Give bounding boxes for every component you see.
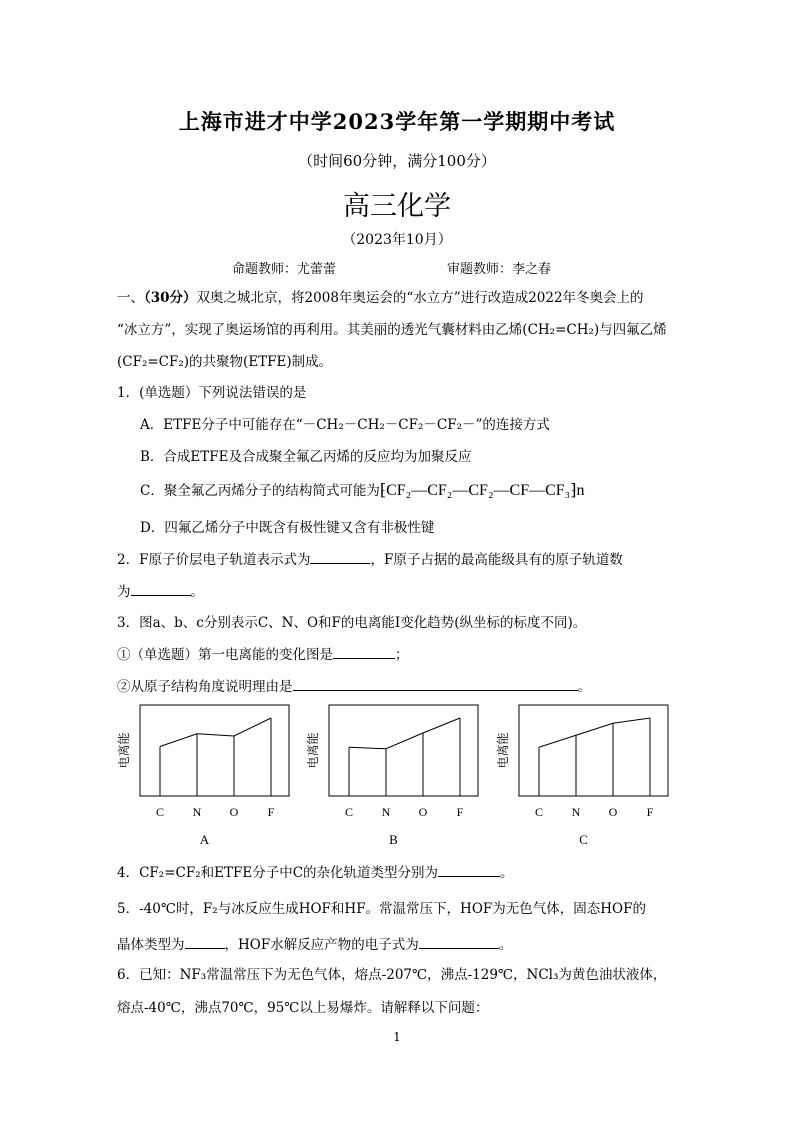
- q3-blank2[interactable]: [293, 676, 578, 691]
- chart-a-tick-O: O: [229, 805, 239, 819]
- q1-option-c: C．聚全氟乙丙烯分子的结构简式可能为⁅CF₂—CF₂—CF₂—CF—CF₃⁆n: [140, 482, 585, 499]
- q1-stem: 1．(单选题）下列说法错误的是: [117, 385, 307, 401]
- chart-c-trend-line: [539, 718, 650, 747]
- chart-b-tick-N: N: [381, 805, 391, 819]
- q6-line1: 6．已知：NF₃常温常压下为无色气体，熔点-207℃，沸点-129℃，NCl₃为黄色油状液体，: [117, 967, 667, 983]
- q5-blank1[interactable]: [185, 934, 225, 949]
- section-intro-line3: (CF₂=CF₂)的共聚物(ETFE)制成。: [117, 354, 333, 370]
- section-intro-line2: “冰立方”，实现了奥运场馆的再利用。其美丽的透光气囊材料由乙烯(CH₂=CH₂)与四氟乙烯: [117, 322, 667, 338]
- page-number: 1: [393, 1030, 401, 1044]
- subject-title: 高三化学: [343, 191, 451, 222]
- exam-date: （2023年10月）: [342, 232, 452, 248]
- chart-b-title: B: [389, 832, 398, 847]
- chart-c-tick-N: N: [571, 805, 581, 819]
- q5-line2: 晶体类型为 ，HOF水解反应产物的电子式为 。: [117, 934, 512, 956]
- chart-b-tick-C: C: [344, 805, 354, 819]
- chart-c-title: C: [579, 832, 588, 847]
- q5-blank2[interactable]: [419, 934, 499, 949]
- chart-c-tick-F: F: [646, 805, 654, 819]
- q3-stem: 3．图a、b、c分别表示C、N、O和F的电离能I变化趋势(纵坐标的标度不同)。: [117, 615, 587, 631]
- time-info: （时间60分钟，满分100分）: [298, 152, 496, 170]
- q1-formula: ⁅CF₂—CF₂—CF₂—CF—CF₃⁆n: [379, 482, 585, 499]
- chart-a-trend-line: [160, 718, 271, 747]
- chart-b-tick-O: O: [418, 805, 428, 819]
- chart-a-tick-N: N: [192, 805, 202, 819]
- chart-c-tick-O: O: [608, 805, 618, 819]
- chart-a-ylabel: 电离能: [117, 732, 131, 769]
- q2-line1: 2．F原子价层电子轨道表示式为 ，F原子占据的最高能级具有的原子轨道数: [117, 549, 623, 571]
- chart-a-tick-C: C: [155, 805, 165, 819]
- q1-option-a: A．ETFE分子中可能存在“－CH₂－CH₂－CF₂－CF₂－”的连接方式: [140, 417, 550, 433]
- chart-a-tick-F: F: [267, 805, 275, 819]
- section-intro-line1: 一、（30分）双奥之城北京，将2008年奥运会的“水立方”进行改造成2022年冬奥会上的: [117, 290, 644, 306]
- q3-sub2: ②从原子结构角度说明理由是 。: [117, 676, 591, 698]
- q4-blank[interactable]: [438, 862, 500, 877]
- chart-b-trend-line: [349, 718, 460, 749]
- q2-line2: 为 。: [117, 581, 204, 603]
- chart-b-frame: [329, 705, 478, 796]
- q2-blank2[interactable]: [131, 581, 191, 596]
- section-points: （30分）: [144, 290, 197, 306]
- q4-text: 4．CF₂=CF₂和ETFE分子中C的杂化轨道类型分别为 。: [117, 862, 514, 884]
- q5-line1: 5．-40℃时，F₂与冰反应生成HOF和HF。常温常压下，HOF为无色气体，固态HOF的: [117, 901, 646, 917]
- q3-blank1[interactable]: [333, 644, 395, 659]
- exam-title: 上海市进才中学2023学年第一学期期中考试: [178, 109, 616, 134]
- ionization-charts: [100, 700, 720, 860]
- chart-c-ylabel: 电离能: [496, 732, 510, 769]
- chart-b-tick-F: F: [456, 805, 464, 819]
- charts-svg: [100, 700, 720, 860]
- q1-option-d: D．四氟乙烯分子中既含有极性键又含有非极性键: [140, 520, 435, 536]
- chart-b-ylabel: 电离能: [306, 732, 320, 769]
- q3-sub1: ①（单选题）第一电离能的变化图是 ；: [117, 644, 409, 666]
- chart-a-title: A: [199, 832, 210, 847]
- q2-blank1[interactable]: [310, 549, 370, 564]
- reviewer: 审题教师：李之春: [447, 262, 552, 277]
- q6-line2: 熔点-40℃，沸点70℃，95℃以上易爆炸。请解释以下问题：: [117, 1000, 489, 1016]
- chart-c-tick-C: C: [534, 805, 544, 819]
- setter: 命题教师：尤蕾蕾: [232, 262, 337, 277]
- chart-a-frame: [140, 705, 289, 796]
- q1-option-b: B．合成ETFE及合成聚全氟乙丙烯的反应均为加聚反应: [140, 449, 472, 465]
